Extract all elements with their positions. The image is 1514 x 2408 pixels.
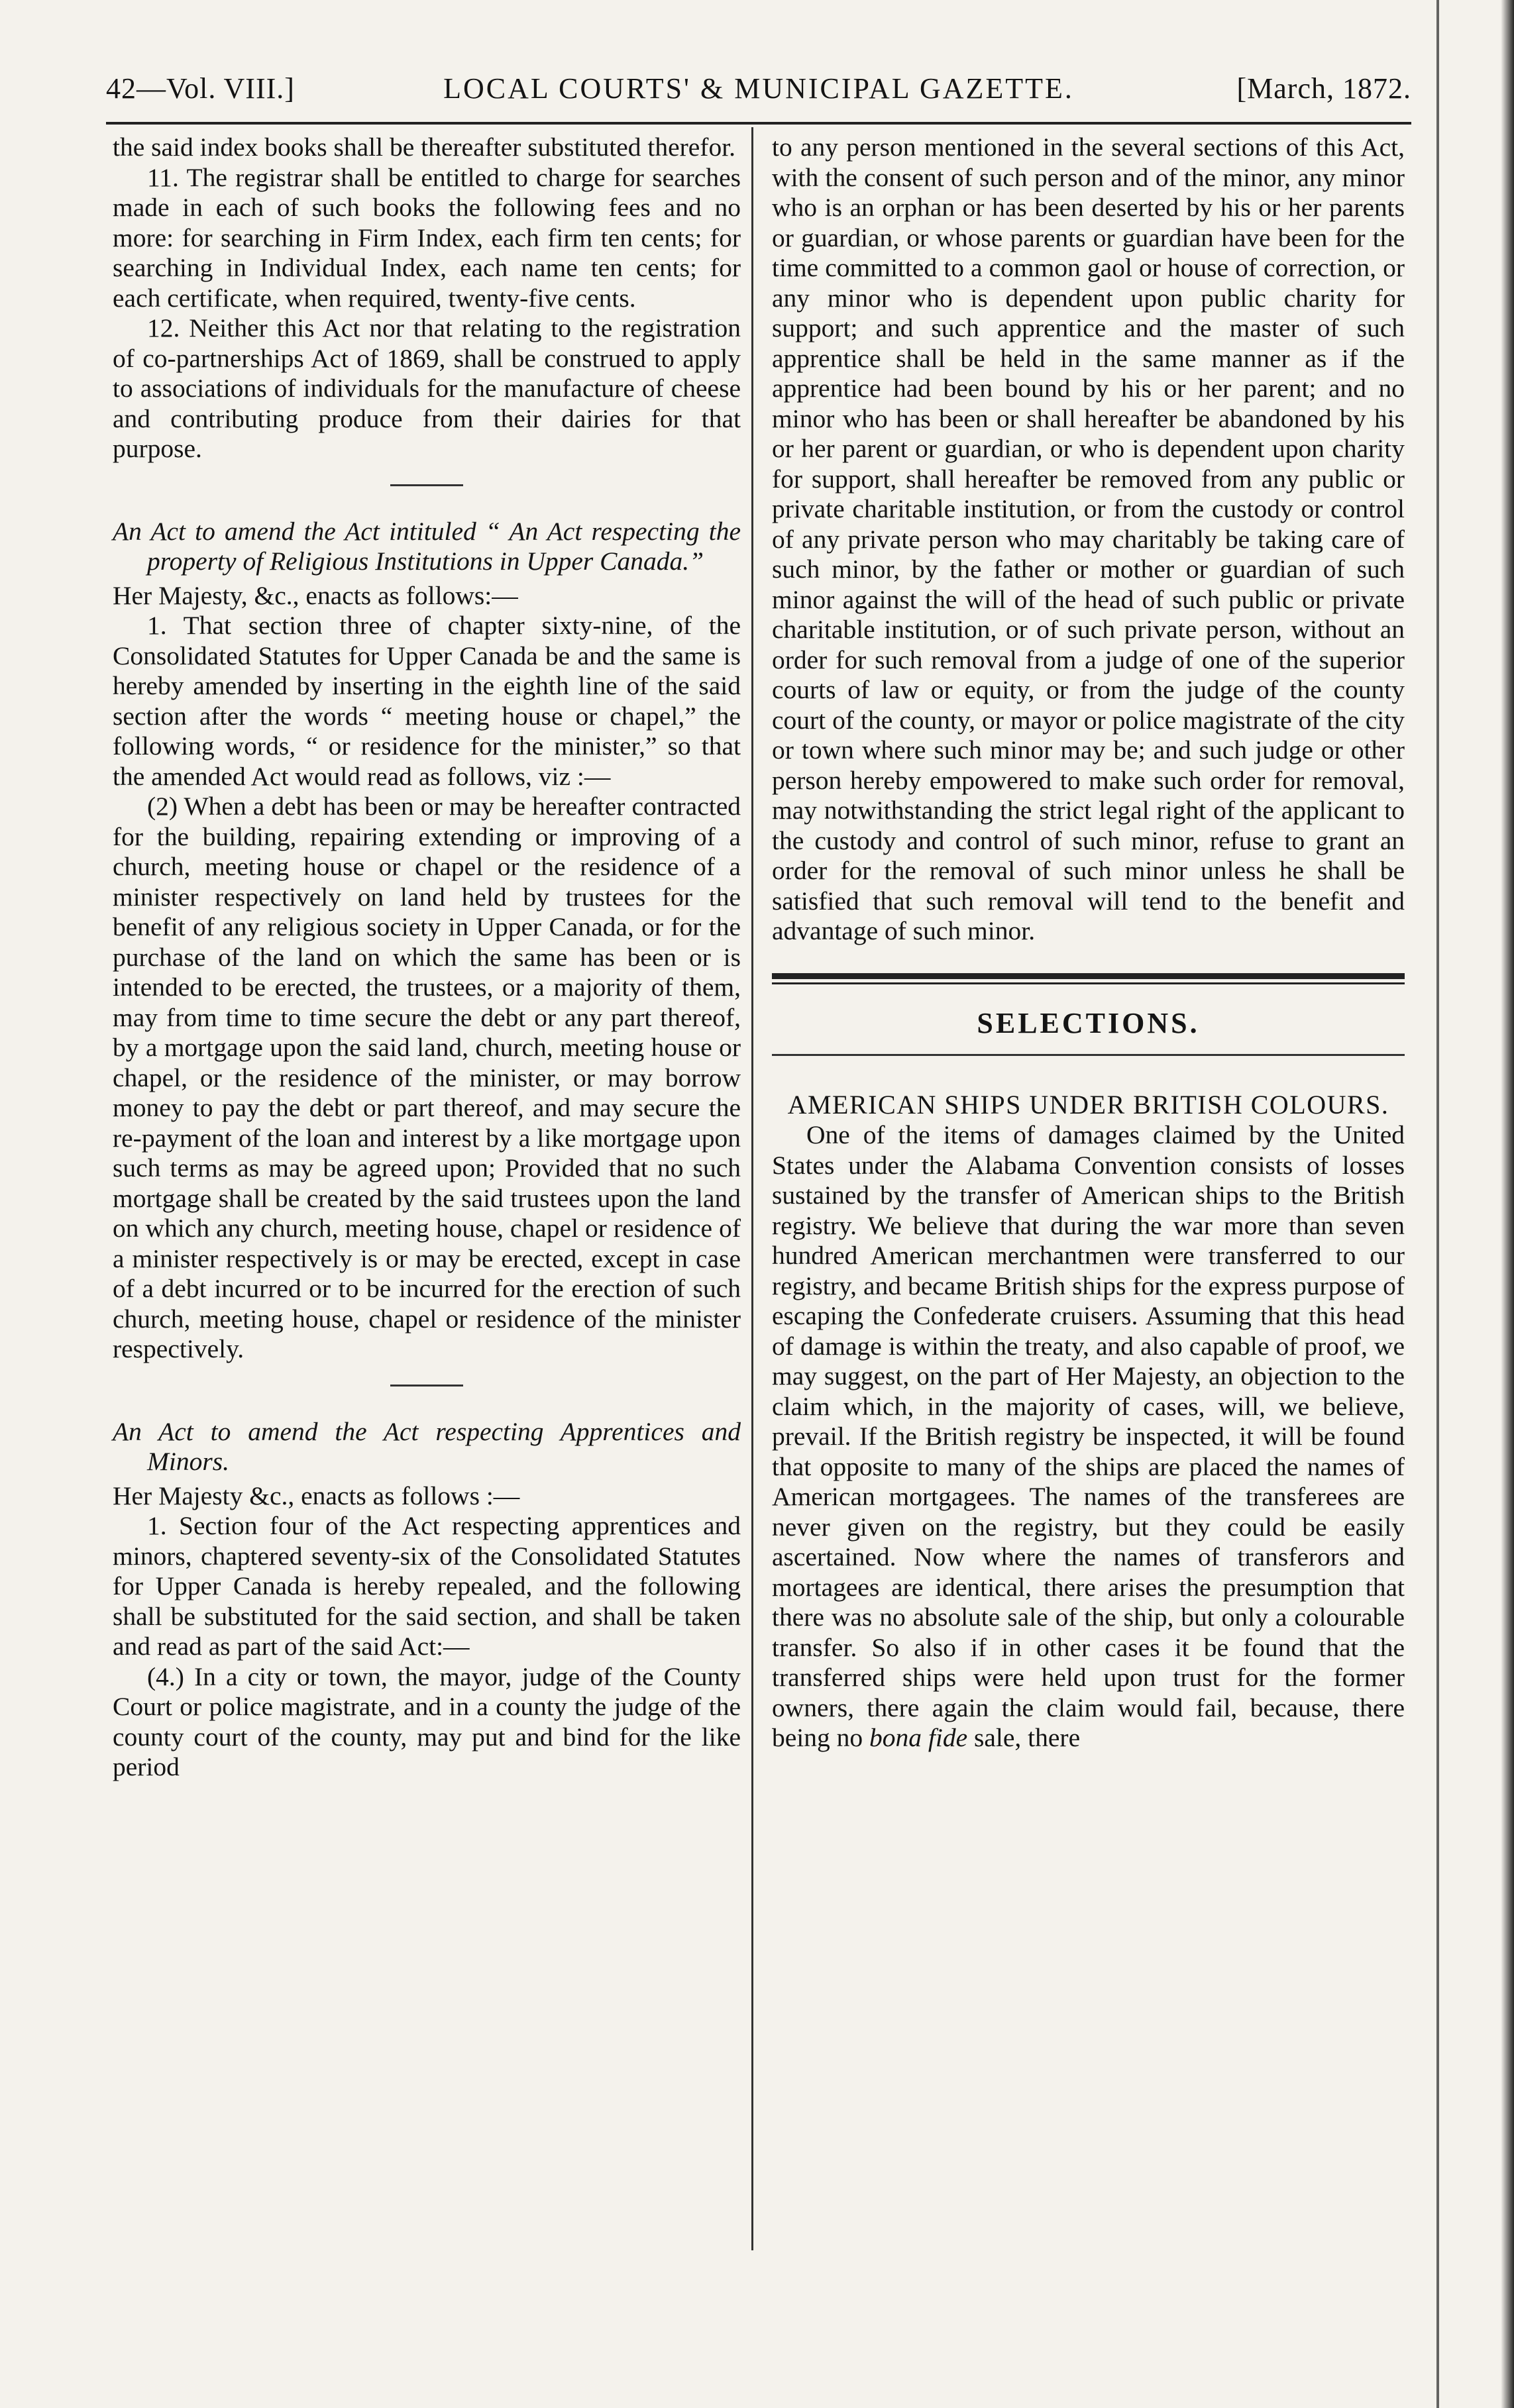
left-column <box>113 132 741 1783</box>
act-enacting-clause: Her Majesty, &c., enacts as follows:— <box>113 580 518 610</box>
act-subsection-2: (2) When a debt has been or may be hereafter contracted for the building, repairing extending or improving of a church, meeting house or chapel or the residence of a minister respectively on land held by trustees for the benefit of any religious society in Upper Canada, or for the purchase of the land on which the same has been or is intended to be erected, the trustees, or a majority of them, may from time to time secure the debt or any part thereof, by a mortgage upon the said land, church, meeting house or chapel, or the residence of the minister, or may borrow money to pay the debt or part thereof, and may secure the re-payment of the loan and interest by a like mortgage upon such terms as may be agreed upon; Provided that no such mortgage shall be created by the said trustees upon the land on which any church, meeting house, chapel or residence of a minister respectively is or may be erected, except in case of a debt incurred or to be incurred for the erection of such church, meeting house, chapel or residence of the minister respectively. <box>113 792 741 1363</box>
paragraph-section-12: 12. Neither this Act nor that relating to the registration of co-partnerships Act of 1869, shall be construed to apply to associations of individuals for the manufacture of cheese and contributing produce from their dairies for that purpose. <box>113 313 741 463</box>
header-volume: 42—Vol. VIII.] <box>106 72 295 105</box>
separator-rule <box>390 1385 463 1387</box>
article-italic-phrase: bona fide <box>869 1723 968 1752</box>
paragraph-index-books: the said index books shall be thereafter substituted therefor. <box>113 132 736 162</box>
section-rule <box>772 1054 1405 1056</box>
act-section-1: 1. Section four of the Act respecting apprentices and minors, chaptered seventy-six of the Consolidated Statutes for Upper Canada is hereby repealed, and the following shall be substituted for the said section, and shall be taken and read as part of the said Act:— <box>113 1511 741 1661</box>
double-rule-thick <box>772 973 1405 979</box>
page-edge-shadow <box>1501 0 1514 2408</box>
section-heading: SELECTIONS. <box>977 1006 1200 1039</box>
act-subsection-4: (4.) In a city or town, the mayor, judge of the County Court or police magistrate, and in a county the judge of the county court of the county, may put and bind for the like period <box>113 1661 741 1781</box>
double-rule-thin <box>772 982 1405 984</box>
act-title-religious-institutions: An Act to amend the Act intituled “ An Act respecting the property of Religious Institutions in Upper Canada.” <box>113 516 741 576</box>
paragraph-section-11: 11. The registrar shall be entitled to charge for searches made in each of such books the following fees and no more: for searching in Firm Index, each firm ten cents; for searching in Individual Index, each name ten cents; for each certificate, when required, twenty-five cents. <box>113 162 741 313</box>
act-title-apprentices-minors: An Act to amend the Act respecting Apprentices and Minors. <box>113 1416 741 1476</box>
article-paragraph <box>772 1120 1405 1754</box>
column-divider <box>751 127 753 2250</box>
paragraph-continuation: to any person mentioned in the several sections of this Act, with the consent of such person and of the minor, any minor who is an orphan or has been deserted by his or her parents or guardian, or whose parents or guardian have been for the time committed to a common gaol or house of correction, or any minor who is dependent upon public charity for support; and such apprentice and the master of such apprentice shall be held in the same manner as if the apprentice had been bound by his or her parent; and no minor who has been or shall hereafter be abandoned by his or her parent or guardian, or who is dependent upon charity for support, shall hereafter be removed from any public or private charitable institution, or from the custody or control of any private person who may charitably be taking care of such minor, by the father or mother or guardian of such minor against the will of the head of such public or private charitable institution, or of such private person, without an order for such removal from a judge of one of the superior courts of law or equity, or from the judge of the county court of the county, or mayor or police magistrate of the city or town where such minor may be; and such judge or other person hereby empowered to make such order for removal, may notwithstanding the strict legal right of the applicant to the custody and control of such minor, refuse to grant an order for the removal of such minor unless he shall be satisfied that such removal will tend to the benefit and advantage of such minor. <box>772 132 1405 945</box>
page-header <box>106 72 1411 118</box>
article-text-tail: sale, there <box>967 1723 1081 1752</box>
article-text: One of the items of damages claimed by the United States under the Alabama Convention consists of losses sustained by the transfer of American ships to the British registry. We believe that during the war more than seven hundred American merchantmen were transferred to our registry, and became British ships for the express purpose of escaping the Confederate cruisers. Assuming that this head of damage is within the treaty, and also capable of proof, we may suggest, on the part of Her Majesty, an objection to the claim which, in the majority of cases, will, we believe, prevail. If the British registry be inspected, it will be found that opposite to many of the ships are placed the names of American mortgagees. The names of the transferees are never given on the registry, but they could be easily ascertained. Now where the names of transferors and mortagees are identical, there arises the presumption that there was no absolute sale of the ship, but only a colourable transfer. So also if in other cases it be found that the transferred ships were held upon trust for the former owners, there again the claim would fail, because, there being no <box>772 1120 1405 1752</box>
act-section-1: 1. That section three of chapter sixty-nine, of the Consolidated Statutes for Upper Canada be and the same is hereby amended by inserting in the eighth line of the said section after the words “ meeting house or chapel,” the following words, “ or residence for the minister,” so that the amended Act would read as follows, viz :— <box>113 611 741 791</box>
header-rule <box>106 122 1411 125</box>
section-double-rule <box>772 973 1405 984</box>
header-publication-title: LOCAL COURTS' & MUNICIPAL GAZETTE. <box>443 72 1074 105</box>
page-edge-line <box>1436 0 1439 2408</box>
right-column <box>772 132 1405 1754</box>
act-enacting-clause: Her Majesty &c., enacts as follows :— <box>113 1481 520 1510</box>
separator-rule <box>390 484 463 486</box>
article-title: AMERICAN SHIPS UNDER BRITISH COLOURS. <box>787 1090 1389 1120</box>
header-date: [March, 1872. <box>1236 72 1411 105</box>
